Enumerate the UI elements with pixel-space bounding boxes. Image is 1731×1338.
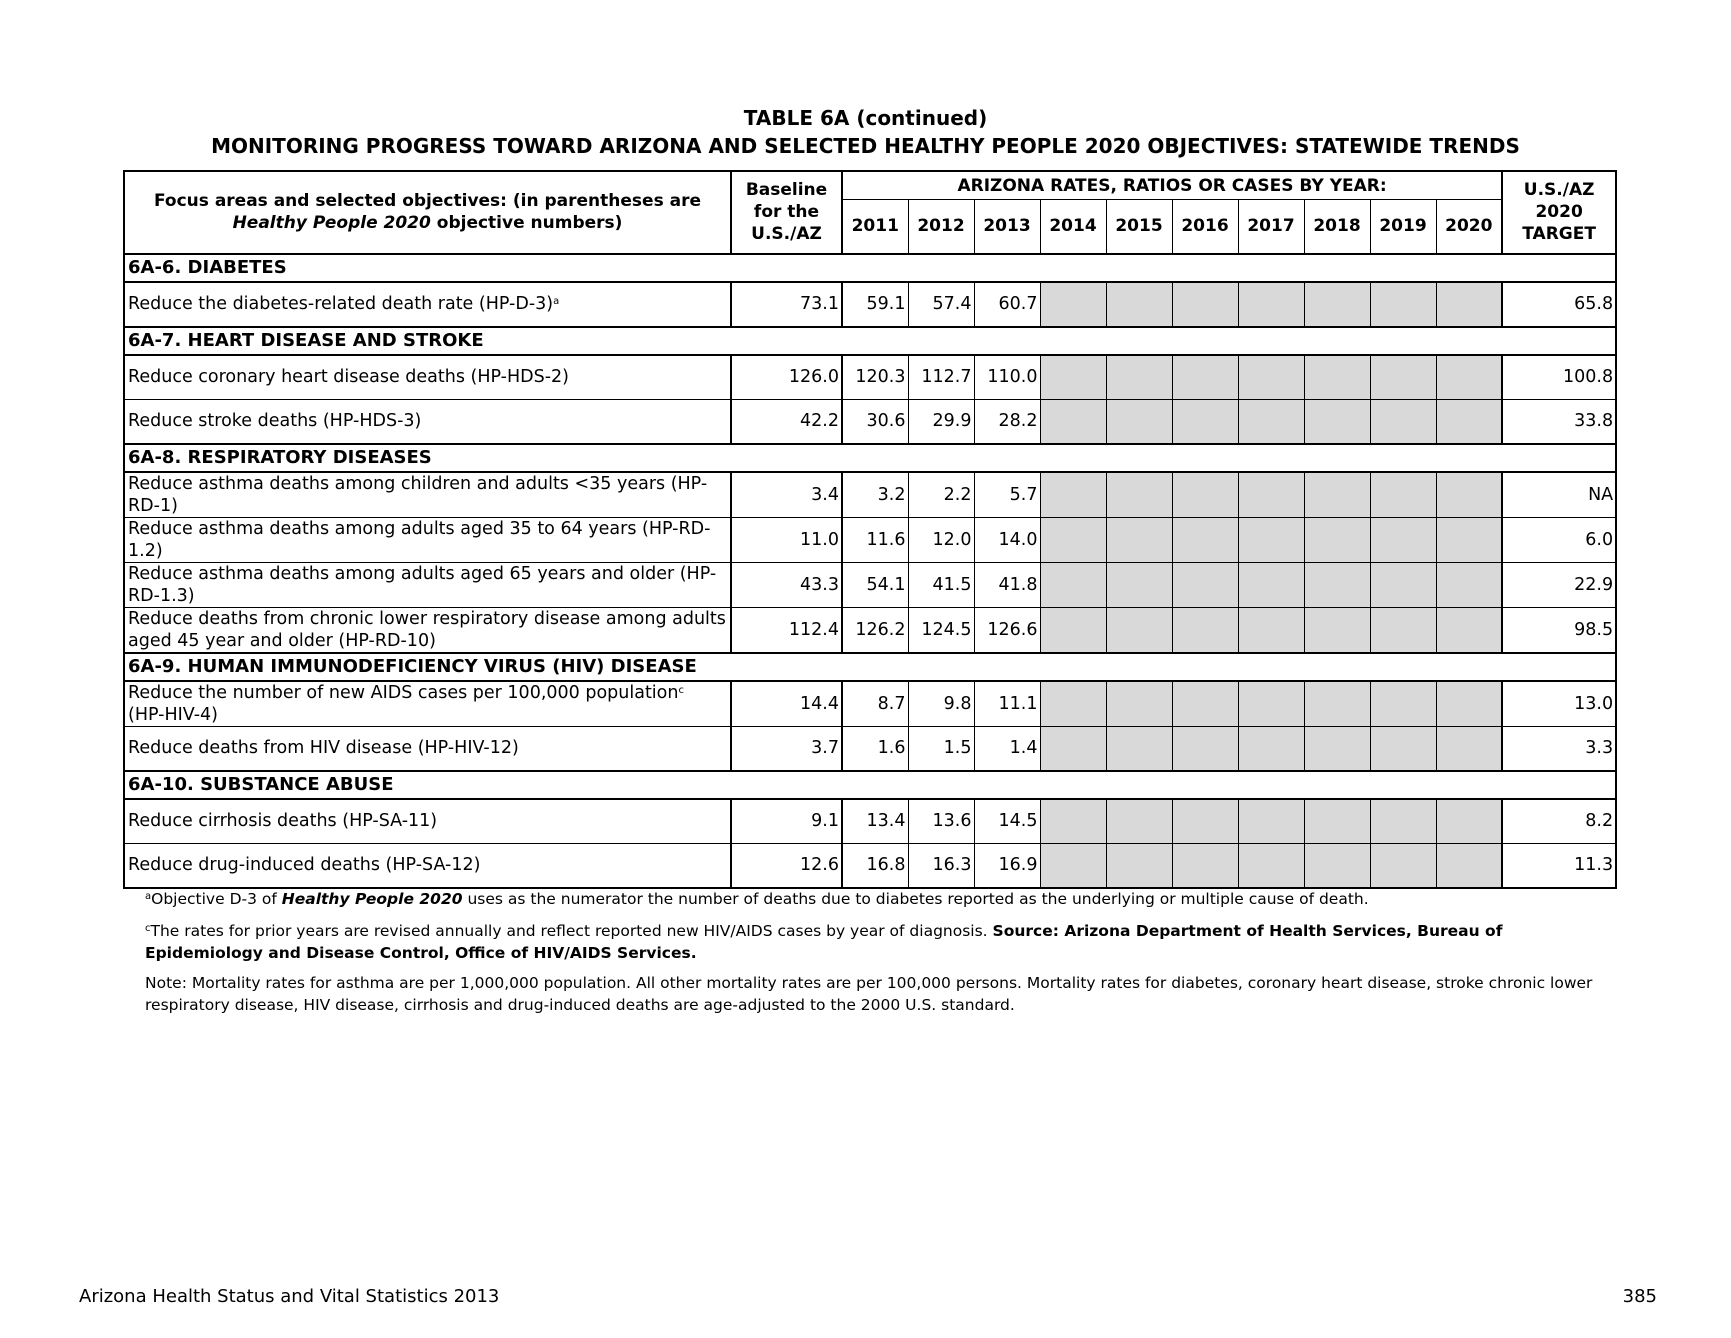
value-2013: 60.7	[974, 282, 1040, 327]
empty-year-cell	[1436, 799, 1502, 844]
target-value: 11.3	[1502, 843, 1616, 888]
empty-year-cell	[1106, 799, 1172, 844]
empty-year-cell	[1106, 517, 1172, 562]
table-row	[124, 355, 1616, 400]
value-2011: 30.6	[842, 399, 908, 444]
value-2013: 11.1	[974, 681, 1040, 727]
empty-year-cell	[1370, 843, 1436, 888]
value-2011: 16.8	[842, 843, 908, 888]
value-2013: 16.9	[974, 843, 1040, 888]
objective-cell: Reduce asthma deaths among adults aged 65 years and older (HP-RD-1.3)	[124, 562, 731, 607]
empty-year-cell	[1106, 472, 1172, 518]
objective-cell: Reduce deaths from HIV disease (HP-HIV-12)	[124, 726, 731, 771]
table-subtitle: MONITORING PROGRESS TOWARD ARIZONA AND SELECTED HEALTHY PEOPLE 2020 OBJECTIVES: STATEWIDE TRENDS	[211, 134, 1520, 158]
table-row	[124, 282, 1616, 327]
target-value: 13.0	[1502, 681, 1616, 727]
header-target: U.S./AZ 2020 TARGET	[1502, 171, 1616, 254]
empty-year-cell	[1304, 472, 1370, 518]
value-2013: 110.0	[974, 355, 1040, 400]
empty-year-cell	[1238, 726, 1304, 771]
empty-year-cell	[1304, 562, 1370, 607]
value-2012: 29.9	[908, 399, 974, 444]
empty-year-cell	[1370, 607, 1436, 653]
empty-year-cell	[1370, 355, 1436, 400]
target-value: 65.8	[1502, 282, 1616, 327]
value-2011: 11.6	[842, 517, 908, 562]
empty-year-cell	[1304, 517, 1370, 562]
value-2012: 13.6	[908, 799, 974, 844]
value-2013: 126.6	[974, 607, 1040, 653]
table-row	[124, 607, 1616, 653]
table-row	[124, 681, 1616, 727]
empty-year-cell	[1370, 472, 1436, 518]
table-row	[124, 843, 1616, 888]
page-number: 385	[1622, 1286, 1657, 1307]
value-2012: 12.0	[908, 517, 974, 562]
value-2012: 9.8	[908, 681, 974, 727]
empty-year-cell	[1436, 562, 1502, 607]
header-year: 2016	[1172, 200, 1238, 254]
objective-cell: Reduce asthma deaths among children and adults <35 years (HP-RD-1)	[124, 472, 731, 518]
empty-year-cell	[1106, 726, 1172, 771]
objective-cell: Reduce asthma deaths among adults aged 35 to 64 years (HP-RD-1.2)	[124, 517, 731, 562]
empty-year-cell	[1238, 282, 1304, 327]
objectives-table	[123, 170, 1617, 889]
empty-year-cell	[1436, 355, 1502, 400]
value-2012: 112.7	[908, 355, 974, 400]
objective-cell: Reduce drug-induced deaths (HP-SA-12)	[124, 843, 731, 888]
empty-year-cell	[1238, 517, 1304, 562]
table-title: TABLE 6A (continued)	[743, 106, 988, 130]
empty-year-cell	[1304, 355, 1370, 400]
empty-year-cell	[1304, 799, 1370, 844]
table-row	[124, 562, 1616, 607]
empty-year-cell	[1040, 607, 1106, 653]
baseline-value: 11.0	[731, 517, 842, 562]
empty-year-cell	[1436, 282, 1502, 327]
empty-year-cell	[1040, 399, 1106, 444]
value-2013: 41.8	[974, 562, 1040, 607]
empty-year-cell	[1304, 607, 1370, 653]
baseline-value: 14.4	[731, 681, 842, 727]
empty-year-cell	[1106, 399, 1172, 444]
empty-year-cell	[1106, 607, 1172, 653]
empty-year-cell	[1238, 843, 1304, 888]
table-row	[124, 726, 1616, 771]
empty-year-cell	[1106, 681, 1172, 727]
empty-year-cell	[1040, 355, 1106, 400]
target-value: NA	[1502, 472, 1616, 518]
value-2013: 14.0	[974, 517, 1040, 562]
empty-year-cell	[1040, 843, 1106, 888]
empty-year-cell	[1436, 843, 1502, 888]
table-row	[124, 472, 1616, 518]
footer-publication: Arizona Health Status and Vital Statistics 2013	[79, 1286, 500, 1307]
empty-year-cell	[1040, 562, 1106, 607]
empty-year-cell	[1040, 282, 1106, 327]
empty-year-cell	[1238, 799, 1304, 844]
value-2013: 1.4	[974, 726, 1040, 771]
header-year: 2019	[1370, 200, 1436, 254]
empty-year-cell	[1040, 799, 1106, 844]
header-year: 2018	[1304, 200, 1370, 254]
empty-year-cell	[1370, 681, 1436, 727]
header-year: 2020	[1436, 200, 1502, 254]
baseline-value: 3.4	[731, 472, 842, 518]
empty-year-cell	[1304, 399, 1370, 444]
baseline-value: 3.7	[731, 726, 842, 771]
empty-year-cell	[1370, 799, 1436, 844]
empty-year-cell	[1304, 726, 1370, 771]
target-value: 3.3	[1502, 726, 1616, 771]
footnote-a: $^a$Objective D-3 of Healthy People 2020 uses as the numerator the number of deaths due to diabetes reported as the underlying or multiple cause of death.	[145, 890, 1369, 908]
target-value: 98.5	[1502, 607, 1616, 653]
empty-year-cell	[1436, 726, 1502, 771]
value-2012: 57.4	[908, 282, 974, 327]
empty-year-cell	[1436, 517, 1502, 562]
target-value: 22.9	[1502, 562, 1616, 607]
empty-year-cell	[1436, 472, 1502, 518]
empty-year-cell	[1106, 355, 1172, 400]
empty-year-cell	[1172, 355, 1238, 400]
empty-year-cell	[1436, 681, 1502, 727]
empty-year-cell	[1106, 282, 1172, 327]
section-heading: 6A-10. SUBSTANCE ABUSE	[124, 771, 1616, 799]
empty-year-cell	[1238, 355, 1304, 400]
section-heading: 6A-7. HEART DISEASE AND STROKE	[124, 327, 1616, 355]
empty-year-cell	[1040, 726, 1106, 771]
target-value: 33.8	[1502, 399, 1616, 444]
empty-year-cell	[1106, 562, 1172, 607]
empty-year-cell	[1172, 607, 1238, 653]
value-2013: 14.5	[974, 799, 1040, 844]
empty-year-cell	[1238, 472, 1304, 518]
empty-year-cell	[1238, 607, 1304, 653]
empty-year-cell	[1172, 562, 1238, 607]
value-2012: 41.5	[908, 562, 974, 607]
empty-year-cell	[1172, 843, 1238, 888]
header-baseline: Baseline for the U.S./AZ	[731, 171, 842, 254]
empty-year-cell	[1304, 681, 1370, 727]
value-2013: 5.7	[974, 472, 1040, 518]
value-2012: 124.5	[908, 607, 974, 653]
value-2011: 8.7	[842, 681, 908, 727]
section-heading: 6A-8. RESPIRATORY DISEASES	[124, 444, 1616, 472]
empty-year-cell	[1040, 681, 1106, 727]
value-2011: 1.6	[842, 726, 908, 771]
header-year: 2013	[974, 200, 1040, 254]
target-value: 6.0	[1502, 517, 1616, 562]
value-2011: 126.2	[842, 607, 908, 653]
table-row	[124, 799, 1616, 844]
empty-year-cell	[1040, 472, 1106, 518]
empty-year-cell	[1238, 399, 1304, 444]
value-2012: 1.5	[908, 726, 974, 771]
target-value: 100.8	[1502, 355, 1616, 400]
value-2011: 13.4	[842, 799, 908, 844]
section-heading: 6A-6. DIABETES	[124, 254, 1616, 282]
value-2012: 16.3	[908, 843, 974, 888]
empty-year-cell	[1370, 399, 1436, 444]
header-focus-areas: Focus areas and selected objectives: (in parentheses are Healthy People 2020 objective numbers)	[124, 171, 731, 254]
value-2011: 59.1	[842, 282, 908, 327]
baseline-value: 73.1	[731, 282, 842, 327]
empty-year-cell	[1370, 562, 1436, 607]
baseline-value: 12.6	[731, 843, 842, 888]
header-year: 2014	[1040, 200, 1106, 254]
empty-year-cell	[1304, 843, 1370, 888]
empty-year-cell	[1370, 282, 1436, 327]
empty-year-cell	[1172, 726, 1238, 771]
objective-cell: Reduce the number of new AIDS cases per 100,000 population$^c$ (HP-HIV-4)	[124, 681, 731, 727]
value-2012: 2.2	[908, 472, 974, 518]
header-year: 2015	[1106, 200, 1172, 254]
header-year: 2012	[908, 200, 974, 254]
empty-year-cell	[1172, 681, 1238, 727]
footnote-c: $^c$The rates for prior years are revised annually and reflect reported new HIV/AIDS cases by year of diagnosis. Source: Arizona Department of Health Services, Bureau of Epidemiology and Disease Control, Office of HIV/AIDS Services.	[145, 922, 1503, 962]
objective-cell: Reduce coronary heart disease deaths (HP-HDS-2)	[124, 355, 731, 400]
empty-year-cell	[1370, 726, 1436, 771]
objective-cell: Reduce deaths from chronic lower respiratory disease among adults aged 45 year and older (HP-RD-10)	[124, 607, 731, 653]
header-arizona-rates-group: ARIZONA RATES, RATIOS OR CASES BY YEAR:	[842, 171, 1502, 200]
empty-year-cell	[1172, 472, 1238, 518]
section-heading: 6A-9. HUMAN IMMUNODEFICIENCY VIRUS (HIV) DISEASE	[124, 653, 1616, 681]
value-2013: 28.2	[974, 399, 1040, 444]
value-2011: 120.3	[842, 355, 908, 400]
header-year: 2017	[1238, 200, 1304, 254]
empty-year-cell	[1238, 681, 1304, 727]
empty-year-cell	[1436, 399, 1502, 444]
header-year: 2011	[842, 200, 908, 254]
baseline-value: 42.2	[731, 399, 842, 444]
empty-year-cell	[1172, 282, 1238, 327]
empty-year-cell	[1436, 607, 1502, 653]
baseline-value: 126.0	[731, 355, 842, 400]
value-2011: 3.2	[842, 472, 908, 518]
baseline-value: 112.4	[731, 607, 842, 653]
value-2011: 54.1	[842, 562, 908, 607]
footnote-note: Note: Mortality rates for asthma are per 1,000,000 population. All other mortality rates are per 100,000 persons. Mortality rates for diabetes, coronary heart disease, stroke chronic lower respiratory disease, HIV disease, cirrhosis and drug-induced deaths are age-adjusted to the 2000 U.S. standard.	[145, 974, 1593, 1014]
objective-cell: Reduce the diabetes-related death rate $(HP-D-3)^a$	[124, 282, 731, 327]
empty-year-cell	[1238, 562, 1304, 607]
objective-cell: Reduce stroke deaths (HP-HDS-3)	[124, 399, 731, 444]
empty-year-cell	[1106, 843, 1172, 888]
table-row	[124, 517, 1616, 562]
empty-year-cell	[1370, 517, 1436, 562]
empty-year-cell	[1172, 799, 1238, 844]
empty-year-cell	[1040, 517, 1106, 562]
empty-year-cell	[1172, 517, 1238, 562]
objective-cell: Reduce cirrhosis deaths (HP-SA-11)	[124, 799, 731, 844]
empty-year-cell	[1172, 399, 1238, 444]
table-row	[124, 399, 1616, 444]
baseline-value: 9.1	[731, 799, 842, 844]
target-value: 8.2	[1502, 799, 1616, 844]
baseline-value: 43.3	[731, 562, 842, 607]
empty-year-cell	[1304, 282, 1370, 327]
